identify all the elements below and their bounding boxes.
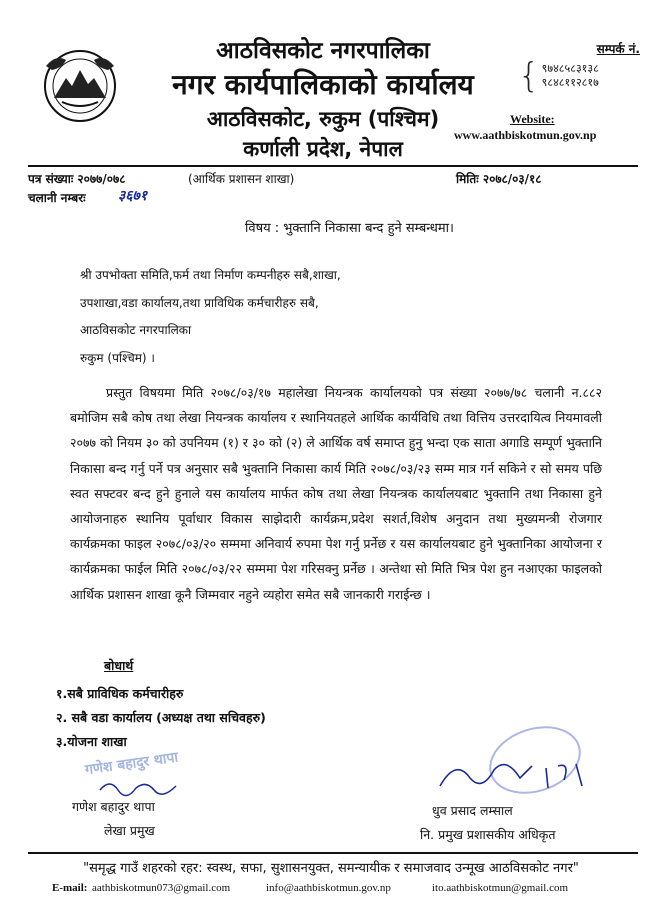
cc-item: ३.योजना शाखा — [56, 734, 127, 749]
email-address: info@aathbiskotmun.gov.np — [266, 882, 391, 894]
municipality-emblem-icon — [42, 48, 118, 124]
cc-title: बोधार्थ — [104, 658, 134, 673]
cc-list — [56, 682, 266, 754]
letter-date: मितिः २०७८/०३/१८ — [456, 172, 542, 186]
signatory-name-left: गणेश बहादुर थापा — [72, 799, 155, 814]
brace-icon: { — [518, 56, 540, 96]
signature-mark-icon — [436, 748, 596, 798]
cc-item: २. सबै वडा कार्यालय (अध्यक्ष तथा सचिवहरु) — [56, 710, 266, 725]
recipient-line: उपशाखा,वडा कार्यालय,तथा प्राविधिक कर्मचारीहरु सबै, — [80, 295, 319, 310]
contact-block — [500, 40, 640, 96]
recipient-line: श्री उपभोक्ता समिति,फर्म तथा निर्माण कम्पनीहरु सबै,शाखा, — [80, 268, 341, 282]
website-label: Website: — [510, 112, 555, 126]
municipality-name: आठविसकोट नगरपालिका — [216, 38, 430, 64]
cc-item: १.सबै प्राविधिक कर्मचारीहरु — [56, 686, 184, 701]
email-address: ito.aathbiskotmun@gmail.com — [432, 882, 569, 894]
recipient-line: आठविसकोट नगरपालिका — [80, 323, 192, 337]
recipient-line: रुकुम (पश्चिम) । — [80, 350, 155, 365]
office-name: नगर कार्यपालिकाको कार्यालय — [172, 68, 474, 101]
dispatch-number: ३६७१ — [118, 188, 148, 204]
reference-number: पत्र संख्याः २०७७/०७८ — [28, 172, 126, 186]
signature-mark-icon — [96, 776, 186, 798]
office-address: आठविसकोट, रुकुम (पश्चिम) — [206, 107, 440, 131]
footer-divider — [28, 852, 638, 854]
email-label: E-mail: — [52, 882, 88, 894]
signatory-name-right: धुव प्रसाद लम्साल — [432, 803, 513, 818]
email-address: aathbiskotmun073@gmail.com — [92, 882, 231, 894]
recipient-block — [80, 262, 341, 372]
phone-list — [518, 56, 640, 96]
phone-number: ९८४८११२८१७ — [541, 76, 599, 89]
province-country: कर्णाली प्रदेश, नेपाल — [243, 137, 403, 161]
contact-title: सम्पर्क नं. — [596, 42, 640, 56]
name-stamp: गणेश बहादुर थापा — [84, 749, 180, 779]
website-url: www.aathbiskotmun.gov.np — [454, 128, 597, 142]
header-divider — [28, 165, 638, 167]
subject-line: विषय : भुक्तानि निकासा बन्द हुने सम्बन्धमा। — [245, 221, 454, 236]
dispatch-label: चलानी नम्बरः — [28, 191, 86, 205]
footer-slogan: "समृद्ध गाउँ शहरको रहर: स्वस्थ, सफा, सुशासनयुक्त, समन्यायीक र समाजवाद उन्मूख आठविसकोट नगर" — [83, 861, 579, 876]
letterhead — [128, 36, 518, 164]
section-name: (आर्थिक प्रशासन शाखा) — [188, 172, 295, 186]
signatory-title-right: नि. प्रमुख प्रशासकीय अधिकृत — [420, 827, 556, 842]
body-paragraph: प्रस्तुत विषयमा मिति २०७८/०३/१७ महालेखा नियन्त्रक कार्यालयको पत्र संख्या २०७७/७८ चलानी न.८८२ बमोजिम सबै कोष तथा लेखा नियन्त्रक कार्यालय र स्थानियतहले आर्थिक कार्यविधि तथा वित्तिय उत्तरदायित्व नियमावली २०७७ को नियम ३० को उपनियम (१) र ३० को (२) ले आर्थिक वर्ष समाप्त हुनु भन्दा एक साता अगाडि सम्पूर्ण भुक्तानि निकासा बन्द गर्नु पर्ने पत्र अनुसार सबै भुक्तानि निकासा कार्य मिति २०७८/०३/२३ सम्म मात्र गर्न सकिने र सो समय पछि स्वत सफ्टवर बन्द हुने हुनाले यस कार्यालय मार्फत कोष तथा लेखा नियन्त्रक कार्यालयबाट भुक्तानि तथा निकासा हुने आयोजनाहरु स्थानिय पूर्वाधार विकास साझेदारी कार्यक्रम,प्रदेश सशर्त,विशेष अनुदान तथा मुख्यमन्त्री रोजगार कार्यक्रमका फाइल २०७८/०३/२० सम्ममा अनिवार्य रुपमा पेश गर्नु प्रर्नेछ र यस कार्यालयबाट हुने भुक्तानिका आयोजना र कार्यक्रमका फाईल मिति २०७८/०३/२२ सम्ममा पेश गरिसक्नु प्रर्नेछ । अन्तेथा सो मिति भित्र पेश हुन नआएका फाइलको आर्थिक प्रशासन शाखा कूनै जिम्मवार नहुने व्यहोरा समेत सबै जानकारी गराईन्छ । — [70, 385, 602, 602]
signatory-title-left: लेखा प्रमुख — [104, 823, 155, 838]
phone-number: ९७४८५८३१३८ — [541, 62, 599, 75]
